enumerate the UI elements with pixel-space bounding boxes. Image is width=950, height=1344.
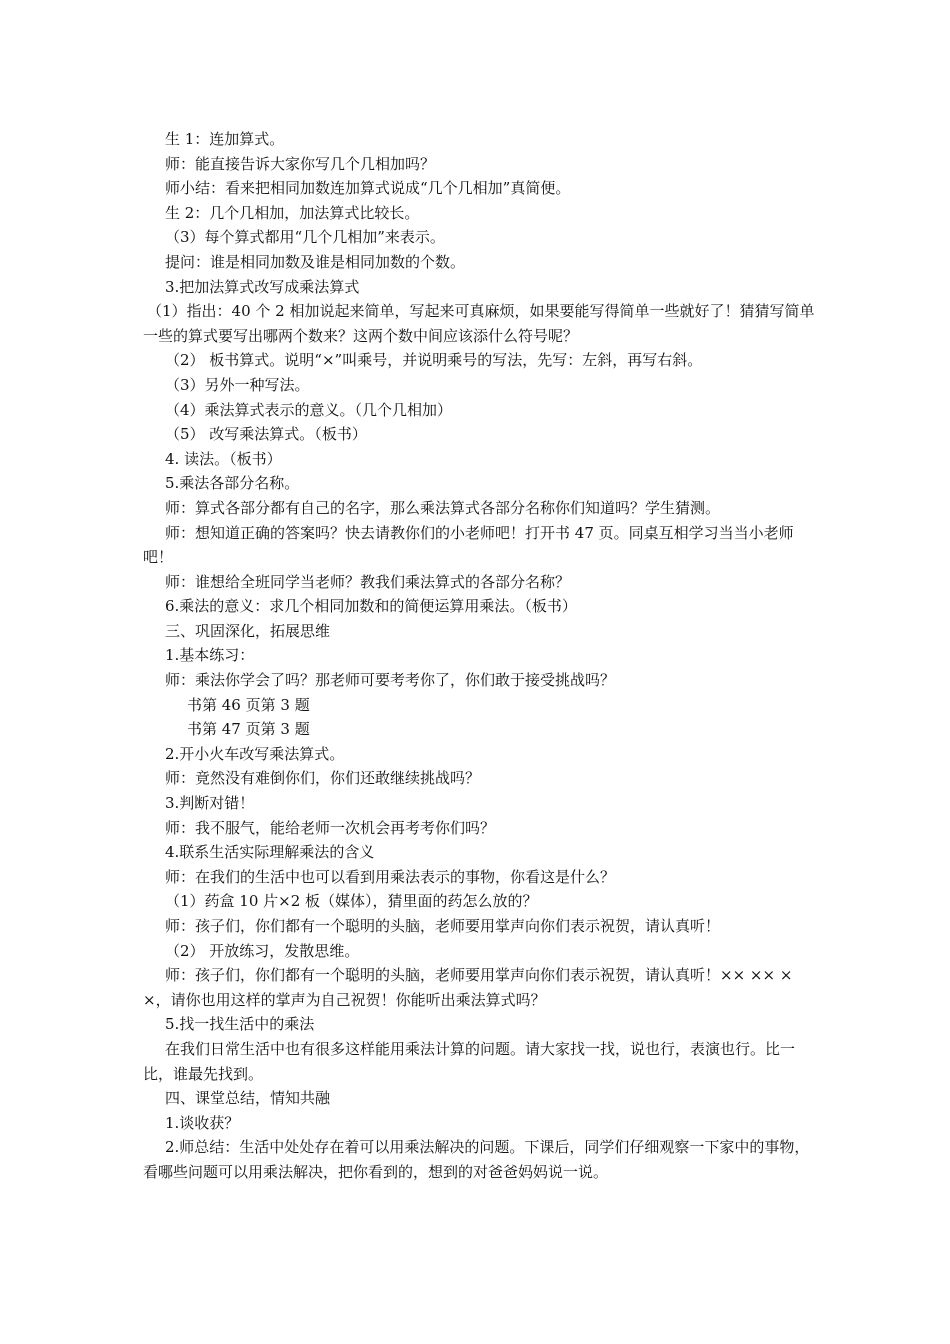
subsection-heading-6: 1.谈收获？ [165,1113,240,1132]
paragraph-4: 生 2：几个几相加，加法算式比较长。 [165,203,420,222]
paragraph-2: 师：能直接告诉大家你写几个几相加吗？ [165,154,436,173]
chapter-heading-4: 四、课堂总结，情知共融 [165,1089,331,1108]
paragraph-16: 师：想知道正确的答案吗？快去请教你们的小老师吧！打开书 47 页。同桌互相学习当当小老师吧！ [143,523,794,567]
subsection-heading-1: 1.基本练习： [165,646,255,665]
paragraph-10: （3）另外一种写法。 [165,375,310,394]
paragraph-1: 生 1：连加算式。 [165,130,285,148]
paragraph-38: 2.师总结：生活中处处存在着可以用乘法解决的问题。下课后，同学们仔细观察一下家中的事物，看哪些问题可以用乘法解决，把你看到的，想到的对爸爸妈妈说一说。 [143,1138,810,1181]
paragraph-25: 师：竟然没有难倒你们，你们还敢继续挑战吗？ [165,769,481,788]
paragraph-17: 师：谁想给全班同学当老师？教我们乘法算式的各部分名称？ [165,572,571,591]
paragraph-30: （1）药盒 10 片×2 板（媒体），猜里面的药怎么放的？ [165,892,538,911]
paragraph-27: 师：我不服气，能给老师一次机会再考考你们吗？ [165,818,496,837]
chapter-heading-3: 三、巩固深化，拓展思维 [165,621,331,640]
subsection-heading-4: 4.联系生活实际理解乘法的含义 [165,843,375,862]
paragraph-31: 师：孩子们，你们都有一个聪明的头脑，老师要用掌声向你们表示祝贺，请认真听！ [165,917,721,935]
paragraph-35: 在我们日常生活中也有很多这样能用乘法计算的问题。请大家找一找，说也行，表演也行。比一比，谁最先找到。 [143,1039,796,1083]
subsection-heading-2: 2.开小火车改写乘法算式。 [165,744,345,763]
paragraph-8: （1）指出：40 个 2 相加说起来简单，写起来可真麻烦，如果要能写得简单一些就好了！猜猜写简单一些的算式要写出哪两个数来？这两个数中间应该添什么符号呢？ [143,302,815,345]
paragraph-33: 师：孩子们，你们都有一个聪明的头脑，老师要用掌声向你们表示祝贺，请认真听！×× ×× ××，请你也用这样的掌声为自己祝贺！你能听出乘法算式吗？ [143,966,793,1009]
subsection-heading-5: 5.找一找生活中的乘法 [165,1015,315,1034]
paragraph-15: 师：算式各部分都有自己的名字，那么乘法算式各部分名称你们知道吗？学生猜测。 [165,498,721,517]
section-heading-4: 4. 读法。（板书） [165,449,282,468]
paragraph-11: （4）乘法算式表示的意义。（几个几相加） [165,400,453,419]
section-heading-3: 3.把加法算式改写成乘法算式 [165,277,360,296]
exercise-ref-2: 书第 47 页第 3 题 [187,720,310,739]
exercise-ref-1: 书第 46 页第 3 题 [187,695,310,714]
subsection-heading-3: 3.判断对错！ [165,794,255,813]
document-body [143,127,815,1185]
paragraph-29: 师：在我们的生活中也可以看到用乘法表示的事物，你看这是什么？ [165,867,616,886]
paragraph-5: （3）每个算式都用“几个几相加”来表示。 [165,228,445,247]
paragraph-21: 师：乘法你学会了吗？那老师可要考考你了，你们敢于接受挑战吗？ [165,671,616,690]
paragraph-9: （2） 板书算式。说明“×”叫乘号，并说明乘号的写法，先写：左斜，再写右斜。 [165,351,703,370]
paragraph-3: 师小结：看来把相同加数连加算式说成“几个几相加”真简便。 [165,179,571,198]
section-heading-5: 5.乘法各部分名称。 [165,474,300,493]
paragraph-32: （2） 开放练习，发散思维。 [165,941,360,960]
paragraph-6: 提问：谁是相同加数及谁是相同加数的个数。 [165,252,466,271]
paragraph-12: （5） 改写乘法算式。（板书） [165,425,367,444]
section-heading-6: 6.乘法的意义：求几个相同加数和的简便运算用乘法。（板书） [165,597,577,616]
